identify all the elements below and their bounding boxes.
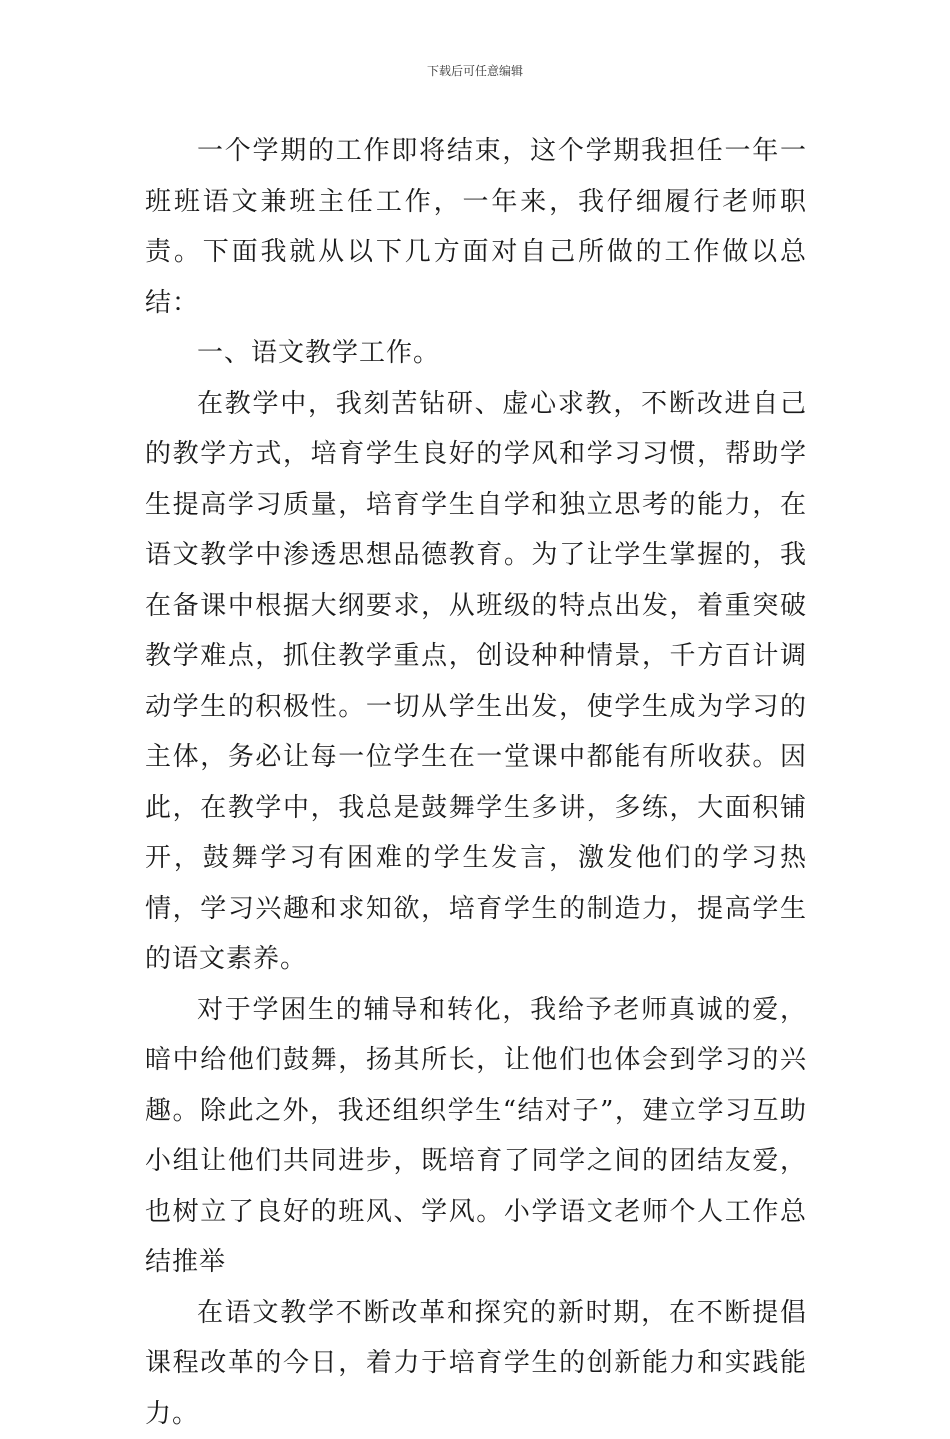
paragraph-intro: 一个学期的工作即将结束，这个学期我担任一年一班班语文兼班主任工作，一年来，我仔细履行老师职责。下面我就从以下几方面对自己所做的工作做以总结： [145, 126, 807, 328]
paragraph-teaching: 在教学中，我刻苦钻研、虚心求教，不断改进自己的教学方式，培育学生良好的学风和学习习惯，帮助学生提高学习质量，培育学生自学和独立思考的能力，在语文教学中渗透思想品德教育。为了让学生掌握的，我在备课中根据大纲要求，从班级的特点出发，着重突破教学难点，抓住教学重点，创设种种情景，千方百计调动学生的积极性。一切从学生出发，使学生成为学习的主体，务必让每一位学生在一堂课中都能有所收获。因此，在教学中，我总是鼓舞学生多讲，多练，大面积铺开，鼓舞学习有困难的学生发言，激发他们的学习热情，学习兴趣和求知欲，培育学生的制造力，提高学生的语文素养。 [145, 379, 807, 985]
section-heading: 一、语文教学工作。 [145, 328, 807, 379]
paragraph-reform: 在语文教学不断改革和探究的新时期，在不断提倡课程改革的今日，着力于培育学生的创新能力和实践能力。 [145, 1288, 807, 1439]
page-header: 下载后可任意编辑 [0, 63, 950, 79]
document-body [145, 126, 807, 1439]
paragraph-tutoring: 对于学困生的辅导和转化，我给予老师真诚的爱，暗中给他们鼓舞，扬其所长，让他们也体会到学习的兴趣。除此之外，我还组织学生“结对子”，建立学习互助小组让他们共同进步，既培育了同学之间的团结友爱，也树立了良好的班风、学风。小学语文老师个人工作总结推举 [145, 985, 807, 1288]
